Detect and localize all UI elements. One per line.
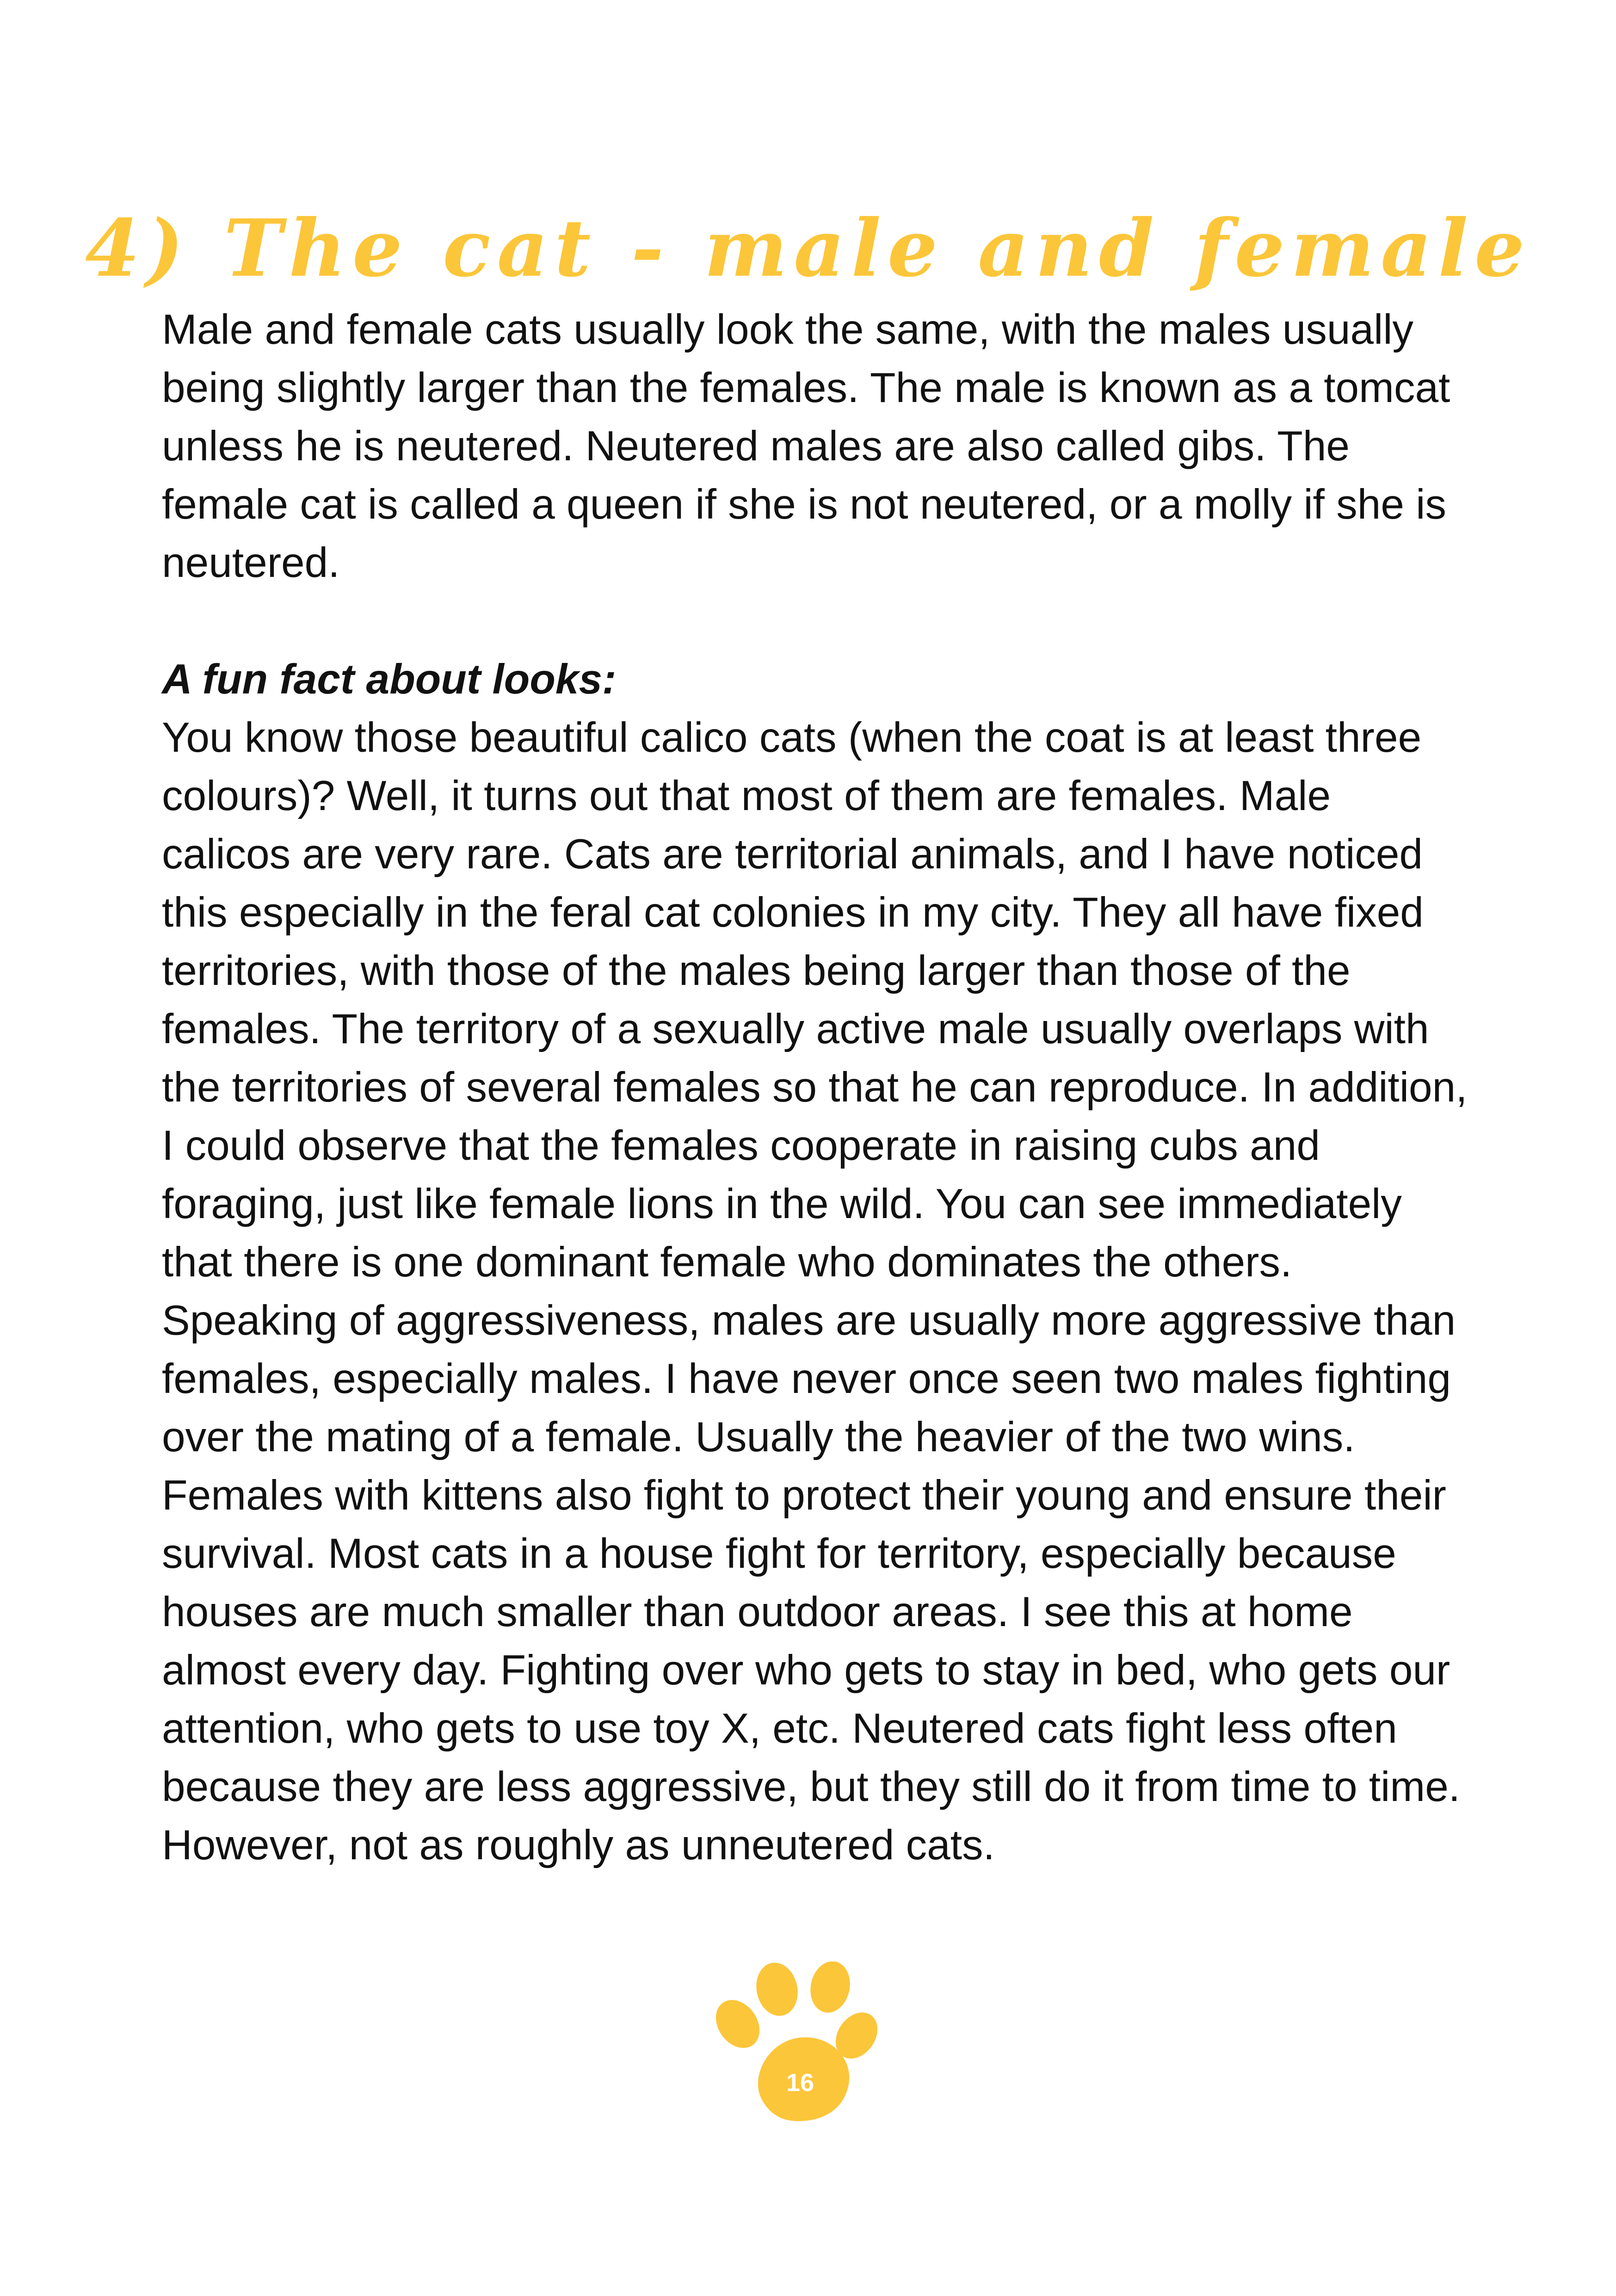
- paragraph-spacer: [162, 592, 1471, 650]
- page-title: 4) The cat - male and female: [85, 202, 1531, 295]
- paw-toe-center-left: [752, 1962, 802, 2020]
- paw-toe-center-right: [806, 1962, 854, 2017]
- page-number: 16: [786, 2069, 814, 2097]
- paw-print-graphic: [712, 1962, 879, 2128]
- document-body: [162, 301, 1471, 1875]
- fun-fact-paragraph: You know those beautiful calico cats (when the coat is at least three colours)? Well, it turns out that most of them are females. Male calicos are very rare. Cats are territorial animals, and I have noticed this especially in the feral cat colonies in my city. They all have fixed territories, with those of the males being larger than those of the females. The territory of a sexually active male usually overlaps with the territories of several females so that he can reproduce. In addition, I could observe that the females cooperate in raising cubs and foraging, just like female lions in the wild. You can see immediately that there is one dominant female who dominates the others. Speaking of aggressiveness, males are usually more aggressive than females, especially males. I have never once seen two males fighting over the mating of a female. Usually the heavier of the two wins. Females with kittens also fight to protect their young and ensure their survival. Most cats in a house fight for territory, especially because houses are much smaller than outdoor areas. I see this at home almost every day. Fighting over who gets to stay in bed, who gets our attention, who gets to use toy X, etc. Neutered cats fight less often because they are less aggressive, but they still do it from time to time. However, not as roughly as unneutered cats.: [162, 714, 1468, 1869]
- paw-print-icon: [712, 1962, 879, 2128]
- intro-paragraph: Male and female cats usually look the same, with the males usually being slightly larger than the females. The male is known as a tomcat unless he is neutered. Neutered males are also called gibs. The female cat is called a queen if she is not neutered, or a molly if she is neutered.: [162, 306, 1450, 586]
- fun-fact-heading: A fun fact about looks:: [162, 656, 617, 703]
